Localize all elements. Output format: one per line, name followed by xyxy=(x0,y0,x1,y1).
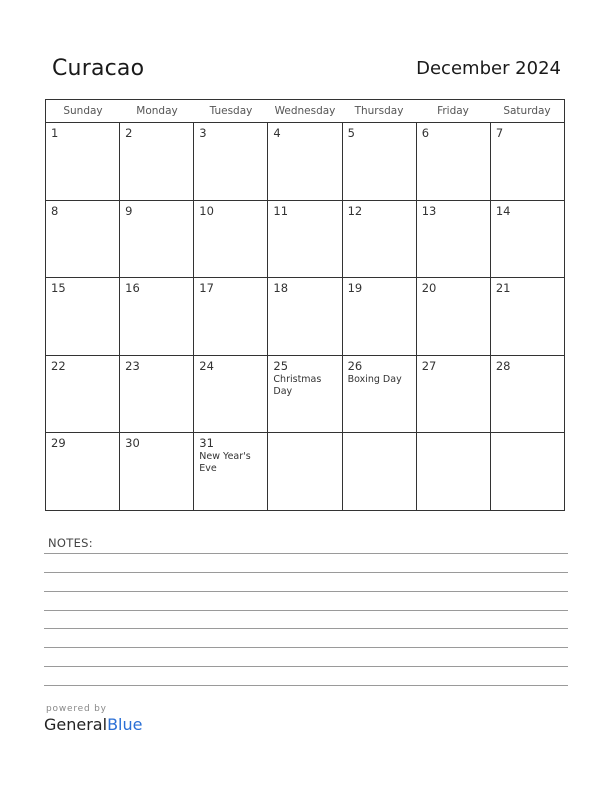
weekday-monday: Monday xyxy=(136,105,178,117)
empty-day-cell xyxy=(417,433,491,510)
empty-day-cell xyxy=(491,433,564,510)
day-number: 16 xyxy=(125,281,140,296)
day-cell xyxy=(194,356,268,433)
weekday-thursday: Thursday xyxy=(354,105,404,117)
generalblue-logo[interactable] xyxy=(44,704,142,735)
day-number: 28 xyxy=(495,358,511,373)
empty-day-cell xyxy=(268,433,342,510)
day-number: 27 xyxy=(421,358,437,373)
calendar-week-row xyxy=(46,433,564,510)
day-cell xyxy=(417,201,491,278)
weekday-wednesday: Wednesday xyxy=(274,105,336,117)
day-cell xyxy=(491,278,564,355)
day-cell xyxy=(268,356,342,433)
day-number: 23 xyxy=(125,358,140,373)
day-cell xyxy=(194,201,268,278)
calendar-month-title: December 2024 xyxy=(416,58,561,79)
day-number: 6 xyxy=(421,126,430,140)
calendar-week-row xyxy=(46,356,564,434)
note-line xyxy=(44,647,568,648)
calendar-country-title: Curacao xyxy=(52,56,145,81)
holiday-label: Christmas Day xyxy=(273,373,322,397)
day-number: 3 xyxy=(199,126,207,140)
note-line xyxy=(44,553,568,554)
calendar-week-row xyxy=(46,278,564,356)
day-number: 10 xyxy=(199,203,214,218)
day-cell xyxy=(46,278,120,355)
note-line xyxy=(44,628,568,629)
day-number: 24 xyxy=(199,358,214,373)
note-line xyxy=(44,591,568,592)
day-number: 31 xyxy=(199,436,214,451)
day-number: 2 xyxy=(125,126,133,140)
day-cell xyxy=(120,201,194,278)
day-number: 20 xyxy=(421,281,437,296)
weekday-header-row xyxy=(46,100,564,123)
day-cell xyxy=(491,356,564,433)
day-number: 9 xyxy=(125,203,133,218)
day-cell xyxy=(120,123,194,200)
calendar-weeks xyxy=(46,123,564,510)
day-number: 18 xyxy=(273,281,289,296)
day-number: 15 xyxy=(51,281,66,296)
weekday-saturday: Saturday xyxy=(503,105,551,117)
empty-day-cell xyxy=(343,433,417,510)
note-line xyxy=(44,666,568,667)
weekday-sunday: Sunday xyxy=(63,105,103,117)
notes-label: NOTES: xyxy=(48,536,93,550)
weekday-tuesday: Tuesday xyxy=(209,105,253,117)
calendar-week-row xyxy=(46,123,564,201)
day-number: 4 xyxy=(273,126,281,140)
day-cell xyxy=(417,356,491,433)
day-number: 19 xyxy=(347,281,363,296)
note-line xyxy=(44,685,568,686)
day-cell xyxy=(343,201,417,278)
day-cell xyxy=(194,278,268,355)
day-cell xyxy=(120,433,194,510)
day-number: 21 xyxy=(495,281,511,296)
day-cell xyxy=(194,433,268,510)
note-line xyxy=(44,572,568,573)
note-line xyxy=(44,610,568,611)
day-cell xyxy=(268,123,342,200)
day-cell xyxy=(46,433,120,510)
day-cell xyxy=(268,201,342,278)
day-cell xyxy=(194,123,268,200)
weekday-friday: Friday xyxy=(437,105,469,117)
day-number: 30 xyxy=(125,436,140,451)
day-cell xyxy=(46,201,120,278)
day-cell xyxy=(491,123,564,200)
powered-by-text: powered by xyxy=(46,704,107,714)
day-cell xyxy=(46,123,120,200)
brand-name xyxy=(44,715,142,735)
day-number: 26 xyxy=(347,358,363,373)
day-number: 8 xyxy=(51,203,59,218)
day-cell xyxy=(417,123,491,200)
day-number: 7 xyxy=(495,126,504,140)
day-number: 14 xyxy=(495,203,511,218)
day-cell xyxy=(343,123,417,200)
day-number: 22 xyxy=(51,358,66,373)
brand-general-text: General xyxy=(44,715,108,734)
day-cell xyxy=(268,278,342,355)
day-number: 1 xyxy=(51,126,59,140)
day-cell xyxy=(417,278,491,355)
day-number: 11 xyxy=(273,203,289,218)
day-number: 25 xyxy=(273,358,289,373)
day-cell xyxy=(46,356,120,433)
day-cell xyxy=(120,356,194,433)
holiday-label: New Year's Eve xyxy=(199,451,251,475)
day-number: 29 xyxy=(51,436,66,451)
day-cell xyxy=(343,278,417,355)
day-cell xyxy=(491,201,564,278)
calendar-week-row xyxy=(46,201,564,279)
day-number: 5 xyxy=(347,126,355,140)
day-number: 17 xyxy=(199,281,214,296)
month-calendar-grid xyxy=(45,99,565,511)
brand-blue-text: Blue xyxy=(107,715,143,734)
day-cell xyxy=(120,278,194,355)
day-number: 12 xyxy=(347,203,363,218)
day-cell xyxy=(343,356,417,433)
day-number: 13 xyxy=(421,203,437,218)
holiday-label: Boxing Day xyxy=(347,373,402,385)
